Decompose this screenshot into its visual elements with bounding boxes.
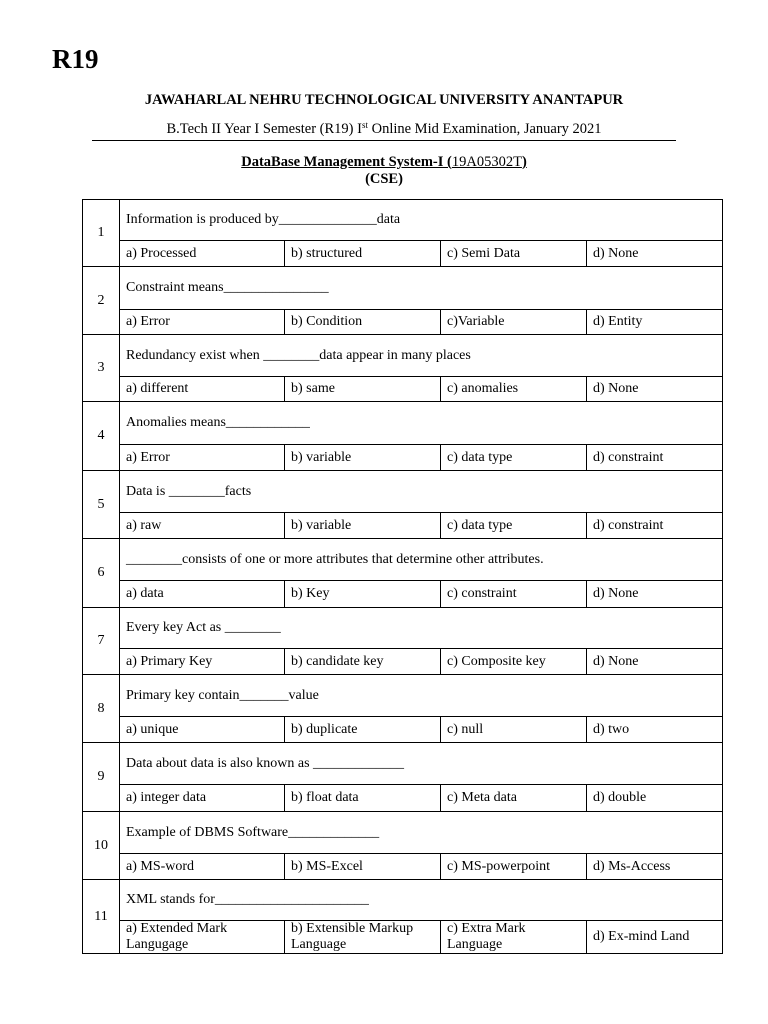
question-number: 4 bbox=[83, 402, 120, 471]
question-number: 6 bbox=[83, 539, 120, 608]
option-c: c) Semi Data bbox=[441, 241, 587, 267]
question-text: Example of DBMS Software_____________ bbox=[120, 812, 723, 854]
question-text: ________consists of one or more attributes that determine other attributes. bbox=[120, 539, 723, 581]
question-text: Constraint means_______________ bbox=[120, 267, 723, 310]
option-b: b) variable bbox=[285, 445, 441, 471]
option-d: d) two bbox=[587, 717, 723, 743]
option-d: d) constraint bbox=[587, 513, 723, 539]
question-row bbox=[83, 743, 723, 785]
option-b: b) Key bbox=[285, 581, 441, 608]
option-b: b) Condition bbox=[285, 310, 441, 335]
question-row bbox=[83, 880, 723, 921]
question-text: Information is produced by______________data bbox=[120, 200, 723, 241]
question-table-body bbox=[83, 200, 723, 954]
options-row bbox=[83, 310, 723, 335]
option-b: b) variable bbox=[285, 513, 441, 539]
subject-name: DataBase Management System-I ( bbox=[241, 154, 452, 170]
option-c: c) Composite key bbox=[441, 649, 587, 675]
option-b: b) structured bbox=[285, 241, 441, 267]
option-c: c) Meta data bbox=[441, 785, 587, 812]
question-number: 11 bbox=[83, 880, 120, 954]
question-row bbox=[83, 267, 723, 310]
question-row bbox=[83, 608, 723, 649]
option-d: d) constraint bbox=[587, 445, 723, 471]
option-b: b) float data bbox=[285, 785, 441, 812]
option-a: a) Processed bbox=[120, 241, 285, 267]
options-row bbox=[83, 785, 723, 812]
question-row bbox=[83, 471, 723, 513]
question-text: Data is ________facts bbox=[120, 471, 723, 513]
option-c: c) Extra Mark Language bbox=[441, 921, 587, 954]
option-d: d) None bbox=[587, 581, 723, 608]
option-d: d) Ms-Access bbox=[587, 854, 723, 880]
question-table bbox=[82, 199, 723, 954]
subject-code: 19A05302T bbox=[451, 154, 522, 170]
option-d: d) None bbox=[587, 377, 723, 402]
question-number: 9 bbox=[83, 743, 120, 812]
question-number: 1 bbox=[83, 200, 120, 267]
option-a: a) different bbox=[120, 377, 285, 402]
question-number: 7 bbox=[83, 608, 120, 675]
option-c: c) data type bbox=[441, 513, 587, 539]
option-b: b) Extensible Markup Language bbox=[285, 921, 441, 954]
exam-title-suffix: Online Mid Examination, January 2021 bbox=[367, 121, 602, 137]
option-a: a) Primary Key bbox=[120, 649, 285, 675]
option-d: d) None bbox=[587, 241, 723, 267]
question-row bbox=[83, 402, 723, 445]
exam-title bbox=[92, 121, 676, 141]
question-text: Primary key contain_______value bbox=[120, 675, 723, 717]
option-c: c) anomalies bbox=[441, 377, 587, 402]
exam-title-prefix: B.Tech II Year I Semester (R19) I bbox=[166, 121, 362, 137]
option-c: c)Variable bbox=[441, 310, 587, 335]
option-c: c) MS-powerpoint bbox=[441, 854, 587, 880]
option-b: b) same bbox=[285, 377, 441, 402]
option-a: a) MS-word bbox=[120, 854, 285, 880]
question-number: 8 bbox=[83, 675, 120, 743]
option-d: d) double bbox=[587, 785, 723, 812]
option-a: a) integer data bbox=[120, 785, 285, 812]
options-row bbox=[83, 241, 723, 267]
options-row bbox=[83, 377, 723, 402]
option-b: b) MS-Excel bbox=[285, 854, 441, 880]
question-row bbox=[83, 812, 723, 854]
question-text: Data about data is also known as _____________ bbox=[120, 743, 723, 785]
question-row bbox=[83, 335, 723, 377]
option-a: a) data bbox=[120, 581, 285, 608]
option-a: a) raw bbox=[120, 513, 285, 539]
exam-title-superscript: st bbox=[361, 120, 368, 130]
option-a: a) unique bbox=[120, 717, 285, 743]
question-number: 5 bbox=[83, 471, 120, 539]
question-text: Anomalies means____________ bbox=[120, 402, 723, 445]
options-row bbox=[83, 854, 723, 880]
option-c: c) null bbox=[441, 717, 587, 743]
option-b: b) candidate key bbox=[285, 649, 441, 675]
option-a: a) Error bbox=[120, 310, 285, 335]
options-row bbox=[83, 649, 723, 675]
option-d: d) Ex-mind Land bbox=[587, 921, 723, 954]
option-d: d) None bbox=[587, 649, 723, 675]
subject-close: ) bbox=[521, 154, 527, 170]
option-c: c) data type bbox=[441, 445, 587, 471]
options-row bbox=[83, 717, 723, 743]
question-row bbox=[83, 200, 723, 241]
question-row bbox=[83, 539, 723, 581]
options-row bbox=[83, 513, 723, 539]
option-c: c) constraint bbox=[441, 581, 587, 608]
options-row bbox=[83, 921, 723, 954]
options-row bbox=[83, 581, 723, 608]
question-row bbox=[83, 675, 723, 717]
regulation-code: R19 bbox=[52, 44, 99, 74]
question-text: Every key Act as ________ bbox=[120, 608, 723, 649]
question-text: Redundancy exist when ________data appear in many places bbox=[120, 335, 723, 377]
option-a: a) Error bbox=[120, 445, 285, 471]
university-name: JAWAHARLAL NEHRU TECHNOLOGICAL UNIVERSITY ANANTAPUR bbox=[144, 92, 624, 108]
option-a: a) Extended Mark Langugage bbox=[120, 921, 285, 954]
subject-title bbox=[0, 154, 768, 171]
question-text: XML stands for______________________ bbox=[120, 880, 723, 921]
options-row bbox=[83, 445, 723, 471]
option-d: d) Entity bbox=[587, 310, 723, 335]
question-number: 2 bbox=[83, 267, 120, 335]
branch-label: (CSE) bbox=[365, 171, 403, 187]
question-number: 3 bbox=[83, 335, 120, 402]
option-b: b) duplicate bbox=[285, 717, 441, 743]
question-number: 10 bbox=[83, 812, 120, 880]
